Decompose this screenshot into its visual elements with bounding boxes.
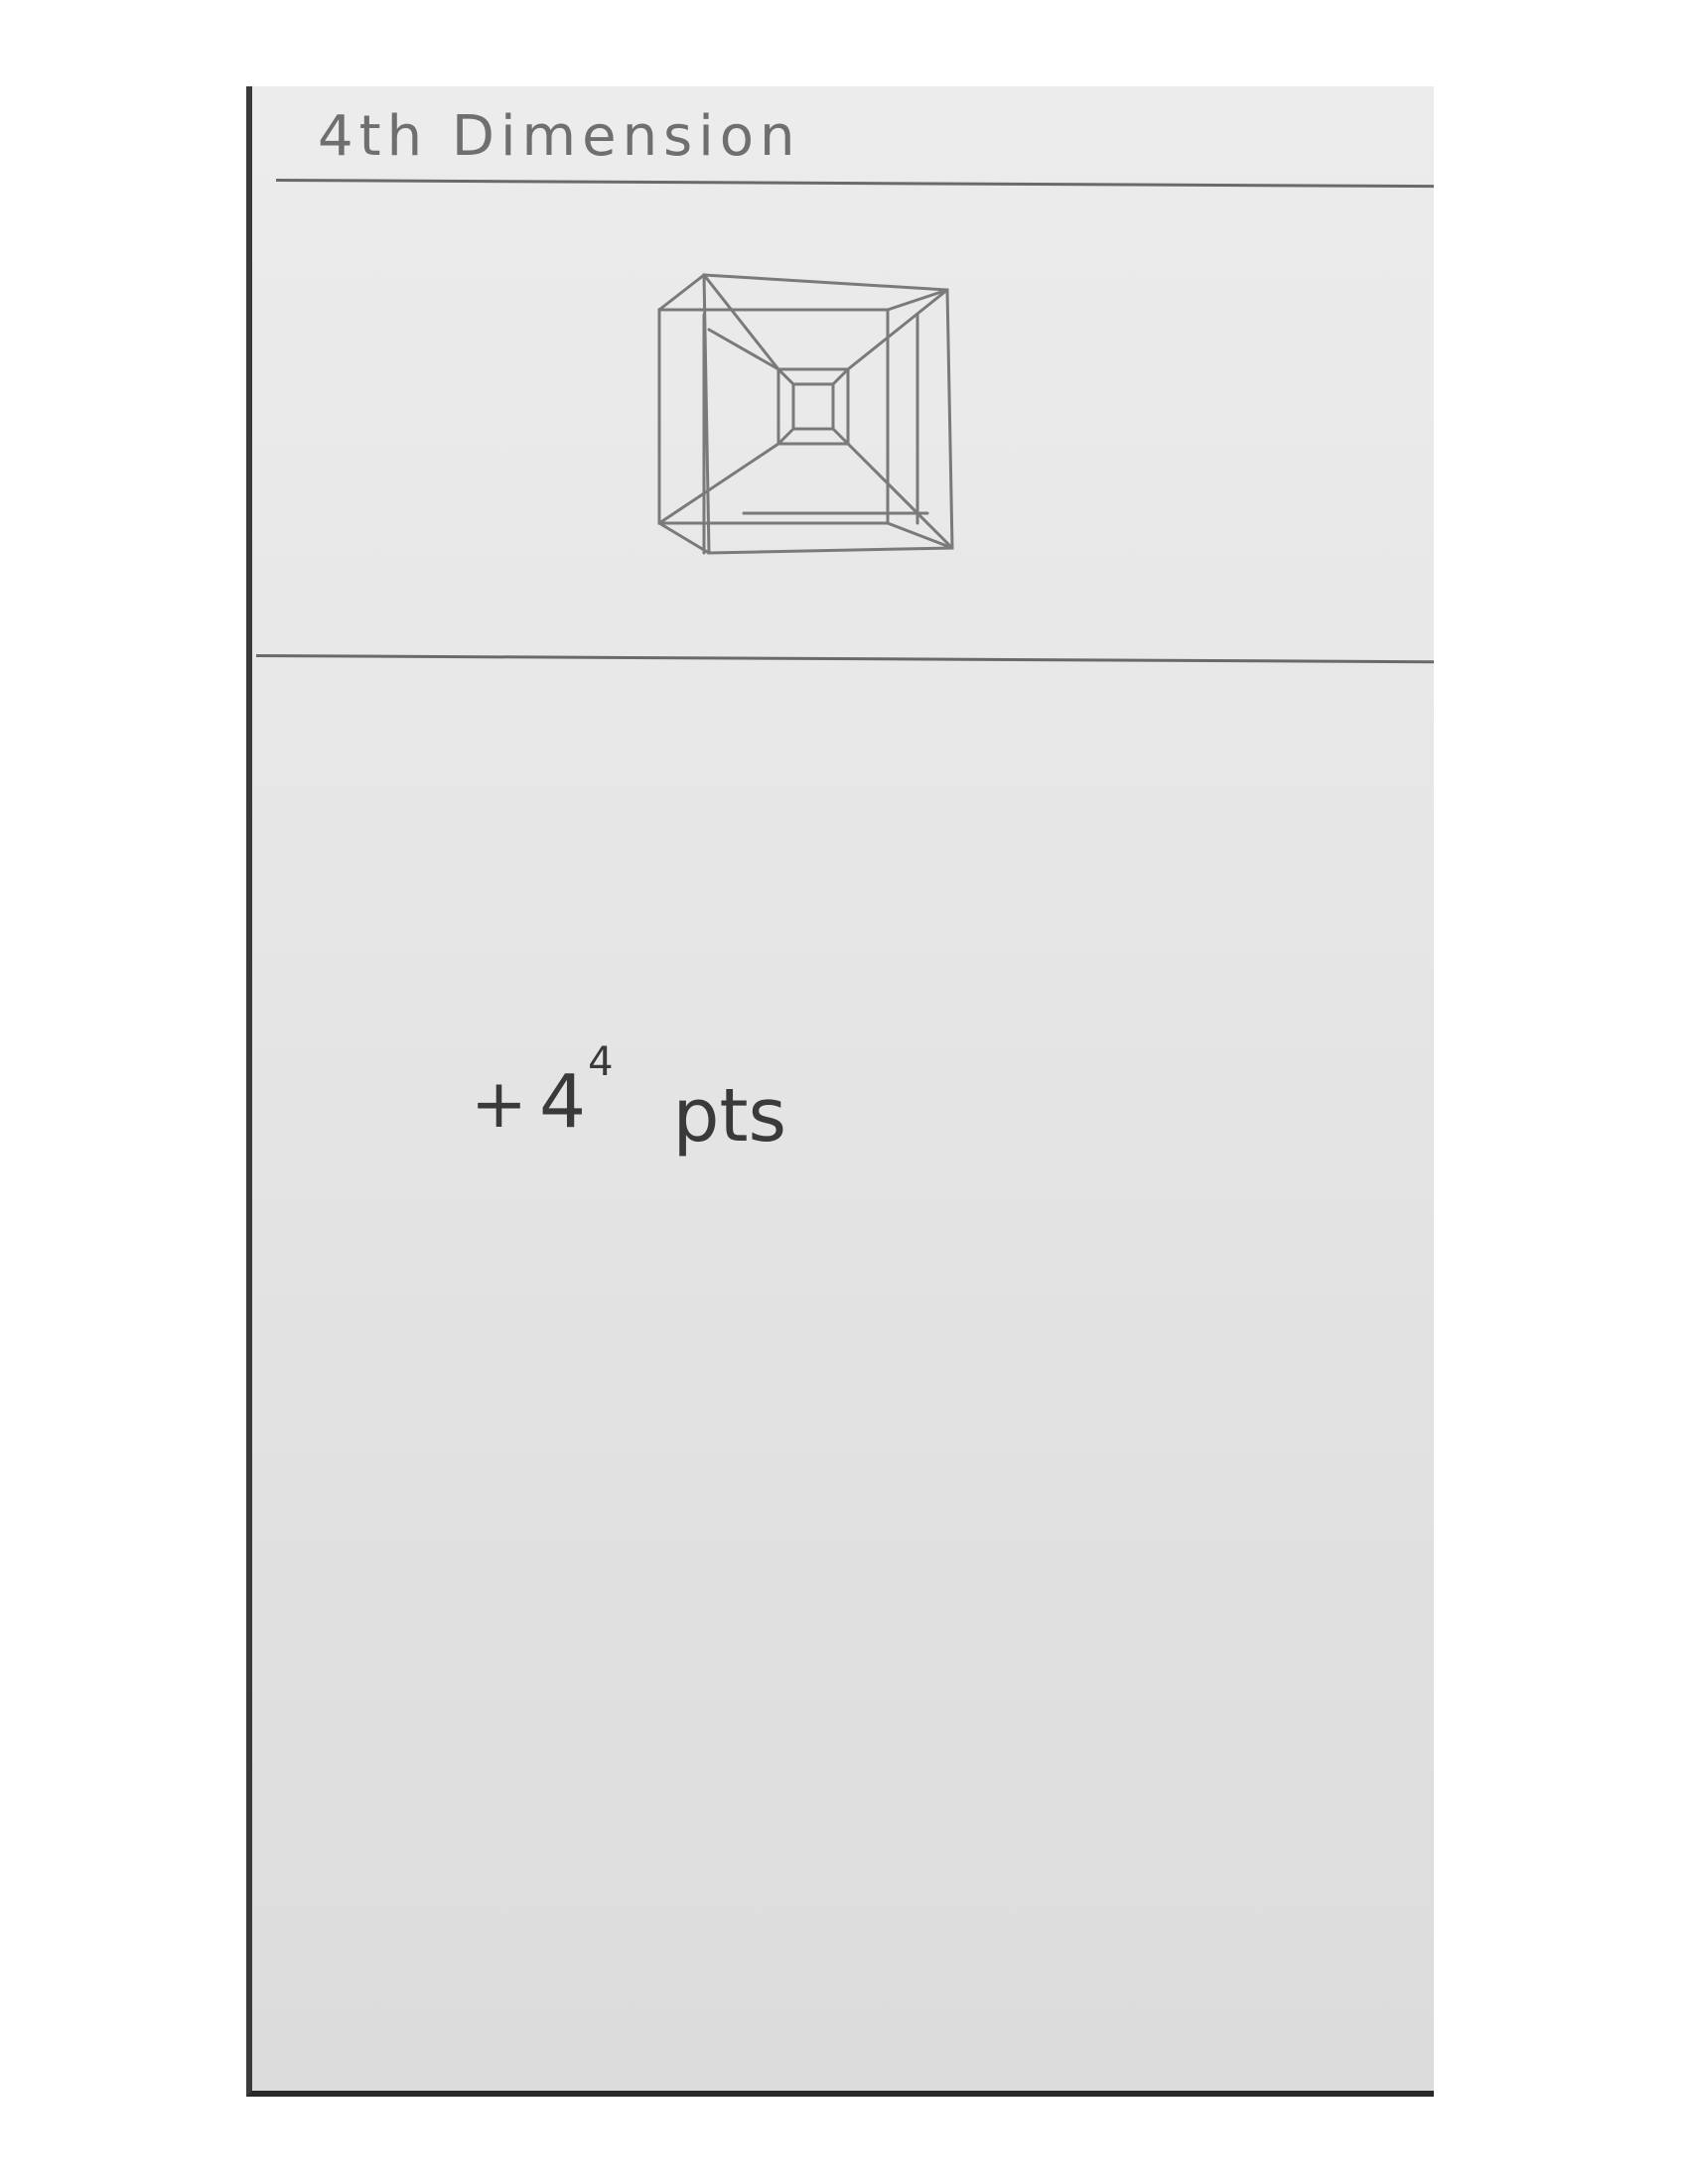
- card-title: 4th Dimension: [318, 104, 801, 169]
- index-card: [246, 86, 1434, 2097]
- score-unit: pts: [672, 1073, 787, 1159]
- top-divider: [276, 179, 1434, 188]
- score-exponent: 4: [588, 1039, 614, 1085]
- middle-divider: [256, 654, 1434, 663]
- tesseract-icon: [649, 270, 987, 617]
- points-value: [471, 1039, 787, 1159]
- score-base: 4: [538, 1059, 587, 1145]
- plus-sign: +: [471, 1065, 527, 1144]
